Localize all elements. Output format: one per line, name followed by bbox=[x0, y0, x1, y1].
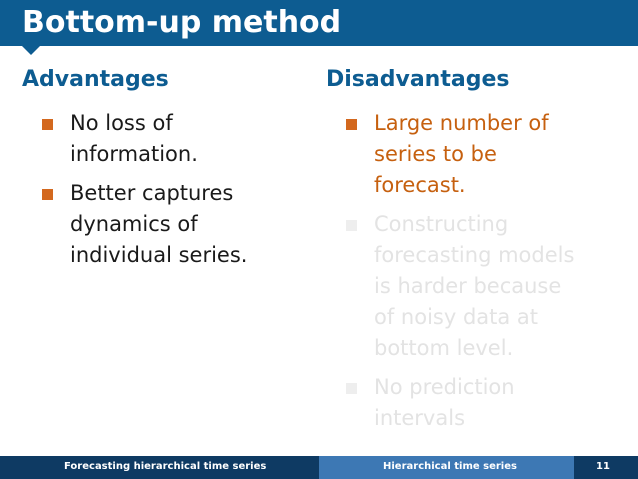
disadvantage-item-2-line-2: forecasting models bbox=[374, 243, 575, 267]
footer-right-panel bbox=[574, 456, 638, 479]
disadvantage-item-2-line-5: bottom level. bbox=[374, 336, 514, 360]
advantage-item-2 bbox=[40, 178, 247, 271]
slide-title: Bottom-up method bbox=[22, 5, 342, 40]
footer-left-panel bbox=[0, 456, 319, 479]
disadvantage-item-1 bbox=[344, 108, 574, 201]
disadvantage-item-1-line-1: Large number of bbox=[374, 111, 549, 135]
advantage-item-2-line-1: Better captures bbox=[70, 181, 234, 205]
advantage-item-1-line-2: information. bbox=[70, 142, 198, 166]
title-notch-decoration bbox=[22, 46, 40, 55]
disadvantage-item-2-line-3: is harder because bbox=[374, 274, 562, 298]
bullet-square-icon bbox=[42, 189, 53, 200]
bullet-square-icon bbox=[346, 220, 357, 231]
disadvantage-item-2-line-1: Constructing bbox=[374, 212, 509, 236]
disadvantage-item-1-line-3: forecast. bbox=[374, 173, 466, 197]
advantage-item-2-line-2: dynamics of bbox=[70, 212, 198, 236]
bullet-square-icon bbox=[346, 383, 357, 394]
disadvantage-item-1-line-2: series to be bbox=[374, 142, 497, 166]
disadvantage-item-2-line-4: of noisy data at bbox=[374, 305, 539, 329]
slide-title-bar bbox=[0, 0, 638, 46]
bullet-square-icon bbox=[42, 119, 53, 130]
disadvantage-item-3 bbox=[344, 372, 574, 434]
disadvantage-item-2 bbox=[344, 209, 574, 364]
footer-mid-panel bbox=[319, 456, 574, 479]
advantage-item-1-line-1: No loss of bbox=[70, 111, 173, 135]
advantages-list bbox=[40, 108, 247, 279]
bullet-square-icon bbox=[346, 119, 357, 130]
disadvantages-list bbox=[344, 108, 574, 442]
disadvantage-item-3-line-1: No prediction bbox=[374, 375, 515, 399]
advantages-heading: Advantages bbox=[22, 67, 169, 92]
disadvantage-item-3-line-2: intervals bbox=[374, 406, 466, 430]
slide-footer bbox=[0, 456, 638, 479]
disadvantages-heading: Disadvantages bbox=[326, 67, 510, 92]
advantage-item-2-line-3: individual series. bbox=[70, 243, 248, 267]
footer-presentation-title: Forecasting hierarchical time series bbox=[64, 461, 267, 472]
page-number: 11 bbox=[596, 461, 610, 472]
advantage-item-1 bbox=[40, 108, 247, 170]
footer-section-title: Hierarchical time series bbox=[383, 461, 517, 472]
